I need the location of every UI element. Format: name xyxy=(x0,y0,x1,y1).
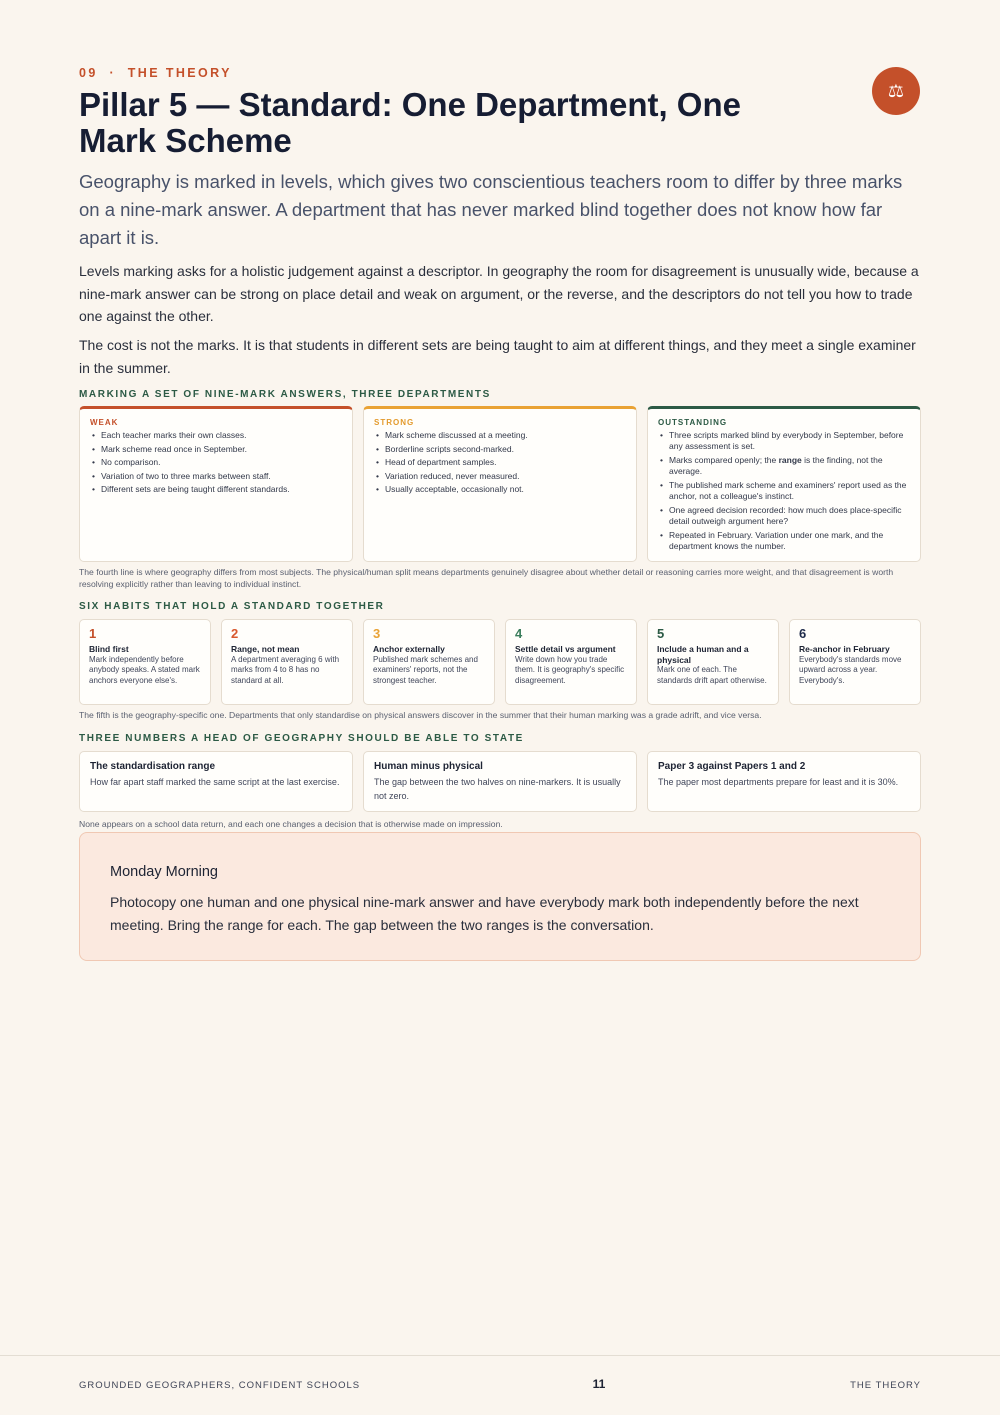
habits-grid xyxy=(79,619,921,705)
list-item: • Different sets are being taught different standards. xyxy=(90,484,342,495)
badge-glyph: ⚖ xyxy=(887,80,905,102)
level-label: WEAK xyxy=(90,418,119,427)
habit-card xyxy=(221,619,353,705)
habit-text: Write down how you trade them. It is geography's specific disagreement. xyxy=(515,654,625,685)
habit-number: 5 xyxy=(657,626,665,641)
list-item: • Variation reduced, never measured. xyxy=(374,471,626,482)
page-number: 11 xyxy=(592,1377,606,1391)
body-paragraph-1: Levels marking asks for a holistic judgement against a descriptor. In geography the room for disagreement is unusually wide, because a nine-mark answer can be strong on place detail and weak on argument, or the reverse, and the descriptors do not tell you how to trade one against the other. xyxy=(79,263,919,324)
habit-title: Blind first xyxy=(89,644,129,654)
habit-text: Mark one of each. The standards drift apart otherwise. xyxy=(657,665,767,685)
number-card-text: How far apart staff marked the same script at the last exercise. xyxy=(90,777,340,787)
habit-number: 3 xyxy=(373,626,381,641)
level-list xyxy=(90,430,342,495)
numbers-note: None appears on a school data return, and each one changes a decision that is otherwise made on impression. xyxy=(79,819,503,829)
footer-publication: GROUNDED GEOGRAPHERS, CONFIDENT SCHOOLS xyxy=(79,1380,361,1391)
habit-card xyxy=(79,619,211,705)
list-item: • Three scripts marked blind by everybody in September, before any assessment is set. xyxy=(658,430,910,452)
section-eyebrow: 09 · THE THEORY xyxy=(79,66,232,80)
list-item: • One agreed decision recorded: how much does place-specific detail outweigh argument here? xyxy=(658,505,910,527)
level-card-strong xyxy=(363,406,637,562)
number-card-title: The standardisation range xyxy=(90,761,216,772)
callout-title: Monday Morning xyxy=(110,864,218,880)
habit-title: Anchor externally xyxy=(373,644,445,654)
list-item: • Mark scheme discussed at a meeting. xyxy=(374,430,626,441)
footer-divider xyxy=(0,1355,1000,1356)
page-title: Pillar 5 — Standard: One Department, One Mark Scheme xyxy=(79,86,741,159)
list-item: • Variation of two to three marks between staff. xyxy=(90,471,342,482)
level-card-outstanding xyxy=(647,406,921,562)
list-item: • Borderline scripts second-marked. xyxy=(374,444,626,455)
habit-card xyxy=(363,619,495,705)
number-card-text: The paper most departments prepare for least and it is 30%. xyxy=(658,777,899,787)
number-card xyxy=(363,751,637,812)
list-item: • Marks compared openly; the range is the finding, not the average. xyxy=(658,455,910,477)
habit-title: Settle detail vs argument xyxy=(515,644,616,654)
habit-text: Everybody's standards move upward across a year. Everybody's. xyxy=(799,654,902,685)
habit-number: 2 xyxy=(231,626,239,641)
callout-text: Photocopy one human and one physical nine-mark answer and have everybody mark both independently before the next meeting. Bring the range for each. The gap between the two ranges is the conversation. xyxy=(110,894,859,933)
scales-icon xyxy=(872,67,920,115)
habit-text: A department averaging 6 with marks from 4 to 8 has no standard at all. xyxy=(231,654,340,685)
habit-title: Range, not mean xyxy=(231,644,300,654)
list-item: • The published mark scheme and examiners' report used as the anchor, not a colleague's instinct. xyxy=(658,480,910,502)
number-card xyxy=(647,751,921,812)
list-item: • Mark scheme read once in September. xyxy=(90,444,342,455)
habit-title: Re-anchor in February xyxy=(799,644,890,654)
habit-card xyxy=(647,619,779,705)
list-item: • No comparison. xyxy=(90,457,342,468)
number-card-title: Human minus physical xyxy=(374,761,483,772)
habit-number: 4 xyxy=(515,626,523,641)
list-item: • Repeated in February. Variation under one mark, and the department knows the number. xyxy=(658,530,910,552)
number-card-text: The gap between the two halves on nine-markers. It is usually not zero. xyxy=(374,777,621,801)
habit-number: 1 xyxy=(89,626,97,641)
footer-section: THE THEORY xyxy=(850,1380,921,1391)
habits-note: The fifth is the geography-specific one. Departments that only standardise on physical answers discover in the summer that their human marking was a grade adrift, and vice versa. xyxy=(79,710,762,720)
levels-grid xyxy=(79,406,921,562)
levels-heading: MARKING A SET OF NINE-MARK ANSWERS, THREE DEPARTMENTS xyxy=(79,389,491,400)
list-item: • Usually acceptable, occasionally not. xyxy=(374,484,626,495)
list-item: • Head of department samples. xyxy=(374,457,626,468)
monday-morning-callout xyxy=(79,832,921,961)
levels-note: The fourth line is where geography differs from most subjects. The physical/human split means departments genuinely disagree about whether detail or reasoning carries more weight, and that disagreement is worth resolving explicitly rather than leaving to individual instinct. xyxy=(79,567,894,589)
habit-card xyxy=(505,619,637,705)
level-label: OUTSTANDING xyxy=(658,418,728,427)
habit-card xyxy=(789,619,921,705)
habit-number: 6 xyxy=(799,626,807,641)
habit-text: Published mark schemes and examiners' reports, not the strongest teacher. xyxy=(373,654,478,685)
habits-heading: SIX HABITS THAT HOLD A STANDARD TOGETHER xyxy=(79,601,385,612)
numbers-grid xyxy=(79,751,921,812)
habit-text: Mark independently before anybody speaks. A stated mark anchors everyone else's. xyxy=(89,654,200,685)
level-card-weak xyxy=(79,406,353,562)
level-list xyxy=(374,430,626,495)
level-list xyxy=(658,430,910,552)
habit-title: Include a human and a physical xyxy=(657,644,749,665)
number-card xyxy=(79,751,353,812)
number-card-title: Paper 3 against Papers 1 and 2 xyxy=(658,761,806,772)
numbers-heading: THREE NUMBERS A HEAD OF GEOGRAPHY SHOULD BE ABLE TO STATE xyxy=(79,733,524,744)
lede-paragraph: Geography is marked in levels, which gives two conscientious teachers room to differ by three marks on a nine-mark answer. A department that has never marked blind together does not know how far apart it is. xyxy=(79,171,903,248)
level-label: STRONG xyxy=(374,418,415,427)
list-item: • Each teacher marks their own classes. xyxy=(90,430,342,441)
body-paragraph-2: The cost is not the marks. It is that students in different sets are being taught to aim at different things, and they meet a single examiner in the summer. xyxy=(79,337,916,376)
